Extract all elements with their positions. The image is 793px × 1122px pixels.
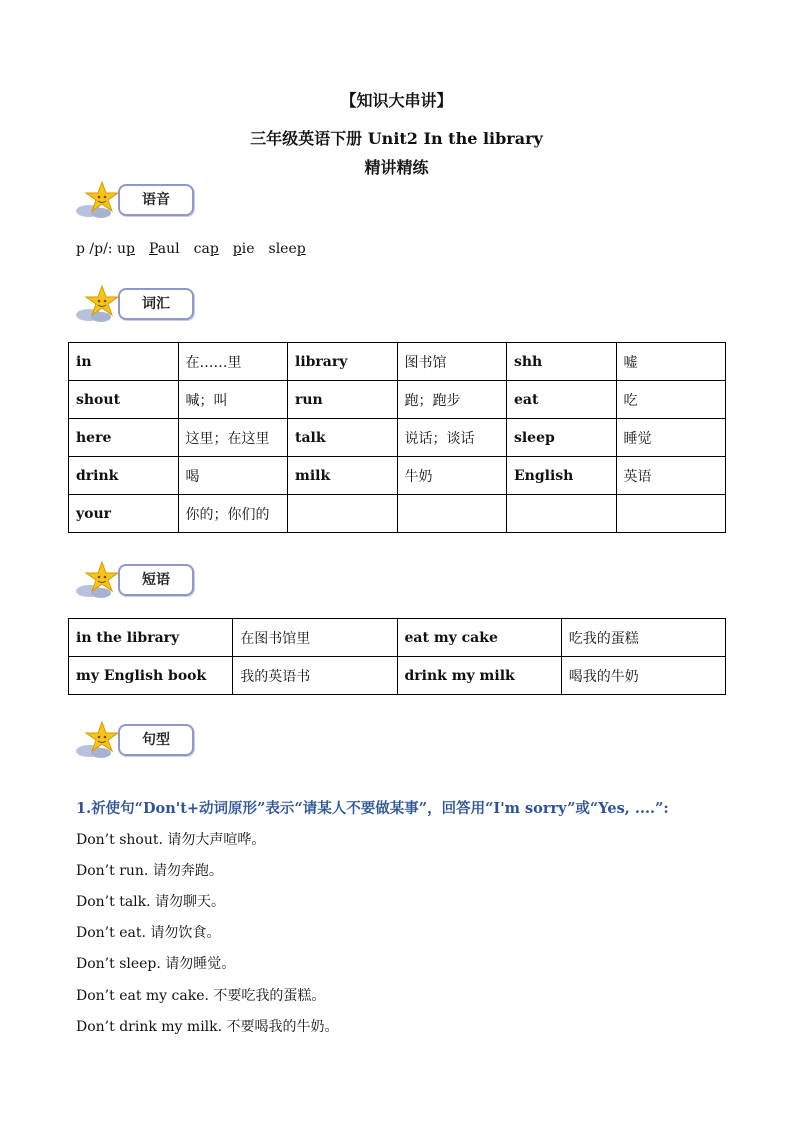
- star-cloud-icon: [74, 560, 120, 600]
- section-badge: 词汇: [118, 288, 194, 320]
- english-word-cell: shh: [506, 343, 616, 381]
- english-word-cell: [506, 495, 616, 533]
- chinese-meaning-cell: 在图书馆里: [233, 619, 397, 657]
- section-badge: 句型: [118, 724, 194, 756]
- sentence-line: Don’t talk. 请勿聊天。: [76, 894, 226, 910]
- page-subtitle: 精讲精练: [364, 158, 429, 177]
- chinese-meaning-cell: 喝: [178, 457, 288, 495]
- chinese-meaning-cell: [616, 495, 725, 533]
- bracket-title: 【知识大串讲】: [340, 91, 453, 110]
- sentence-rule: 1.祈使句“Don't+动词原形”表示“请某人不要做某事”，回答用“I'm sorry”或“Yes, ....”:: [76, 800, 669, 817]
- vocabulary-table: [68, 342, 726, 533]
- phonics-word: Paul: [148, 241, 180, 257]
- chinese-meaning-cell: 我的英语书: [233, 657, 397, 695]
- english-phrase-cell: drink my milk: [397, 657, 561, 695]
- phonics-word: cap: [193, 241, 219, 257]
- chinese-meaning-cell: 英语: [616, 457, 725, 495]
- english-word-cell: in: [69, 343, 179, 381]
- english-phrase-cell: my English book: [69, 657, 233, 695]
- chinese-meaning-cell: 跑；跑步: [397, 381, 506, 419]
- english-word-cell: drink: [69, 457, 179, 495]
- chinese-meaning-cell: 喝我的牛奶: [561, 657, 725, 695]
- sentence-line: Don’t drink my milk. 不要喝我的牛奶。: [76, 1019, 339, 1035]
- section-badge: 短语: [118, 564, 194, 596]
- phrases-table: [68, 618, 726, 695]
- section-badge: 语音: [118, 184, 194, 216]
- table-row: [69, 419, 726, 457]
- sentence-line: Don’t eat. 请勿饮食。: [76, 925, 221, 941]
- sentence-line: Don’t run. 请勿奔跑。: [76, 863, 223, 879]
- chinese-meaning-cell: 睡觉: [616, 419, 725, 457]
- chinese-meaning-cell: 喊；叫: [178, 381, 288, 419]
- sentence-line: Don’t eat my cake. 不要吃我的蛋糕。: [76, 988, 326, 1004]
- star-cloud-icon: [74, 284, 120, 324]
- english-word-cell: here: [69, 419, 179, 457]
- english-word-cell: eat: [506, 381, 616, 419]
- english-word-cell: [288, 495, 398, 533]
- phonics-word: up: [116, 241, 135, 257]
- phonics-words: [117, 241, 320, 257]
- english-word-cell: milk: [288, 457, 398, 495]
- chinese-meaning-cell: 在……里: [178, 343, 288, 381]
- english-word-cell: shout: [69, 381, 179, 419]
- chinese-meaning-cell: 牛奶: [397, 457, 506, 495]
- star-cloud-icon: [74, 180, 120, 220]
- english-word-cell: your: [69, 495, 179, 533]
- table-row: [69, 619, 726, 657]
- sentence-line: Don’t shout. 请勿大声喧哗。: [76, 832, 266, 848]
- table-row: [69, 495, 726, 533]
- chinese-meaning-cell: 说话；谈话: [397, 419, 506, 457]
- english-word-cell: English: [506, 457, 616, 495]
- english-phrase-cell: eat my cake: [397, 619, 561, 657]
- section-sentences: [74, 720, 204, 760]
- star-cloud-icon: [74, 720, 120, 760]
- chinese-meaning-cell: 吃我的蛋糕: [561, 619, 725, 657]
- phonics-word: sleep: [268, 241, 306, 257]
- table-row: [69, 457, 726, 495]
- chinese-meaning-cell: [397, 495, 506, 533]
- section-vocabulary: [74, 284, 204, 324]
- chinese-meaning-cell: 你的；你们的: [178, 495, 288, 533]
- section-phonics: [74, 180, 204, 220]
- english-word-cell: run: [288, 381, 398, 419]
- table-row: [69, 343, 726, 381]
- page-title: 三年级英语下册 Unit2 In the library: [250, 129, 543, 148]
- section-phrases: [74, 560, 204, 600]
- chinese-meaning-cell: 这里；在这里: [178, 419, 288, 457]
- english-word-cell: talk: [288, 419, 398, 457]
- table-row: [69, 657, 726, 695]
- phonics-line: [76, 241, 320, 257]
- phonics-rule: p /p/:: [76, 241, 113, 257]
- phonics-word: pie: [232, 241, 255, 257]
- chinese-meaning-cell: 图书馆: [397, 343, 506, 381]
- chinese-meaning-cell: 嘘: [616, 343, 725, 381]
- english-word-cell: library: [288, 343, 398, 381]
- table-row: [69, 381, 726, 419]
- sentence-line: Don’t sleep. 请勿睡觉。: [76, 956, 236, 972]
- chinese-meaning-cell: 吃: [616, 381, 725, 419]
- english-word-cell: sleep: [506, 419, 616, 457]
- english-phrase-cell: in the library: [69, 619, 233, 657]
